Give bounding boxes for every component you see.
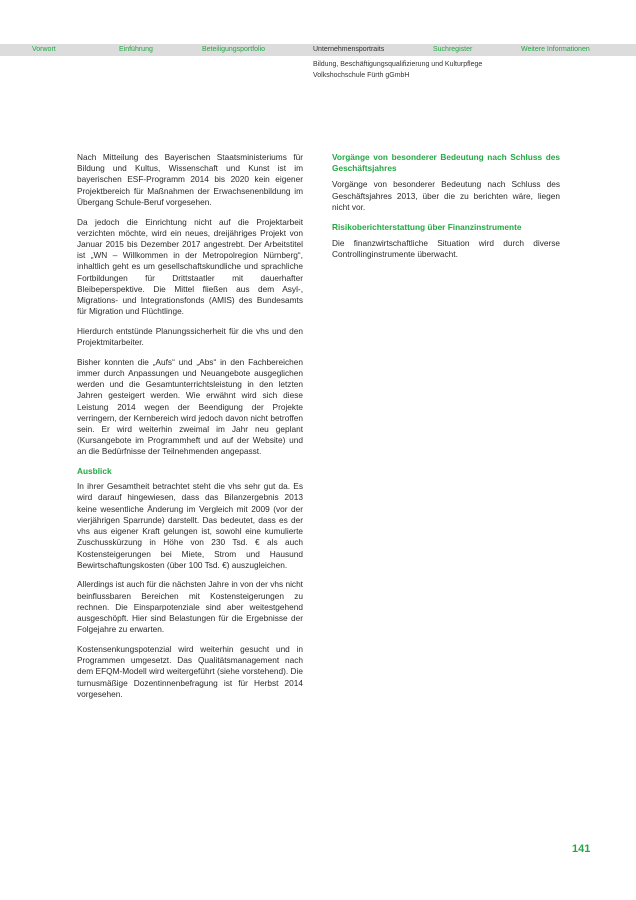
paragraph: Nach Mitteilung des Bayerischen Staatsministeriums für Bildung und Kultus, Wissenschaft und Kunst ist im bayerischen ESF-Programm 2014 bis 2020 kein eigener Projektbereich für Maßnahmen der Erwachsenenbildung im Übergang Schule-Beruf vorgesehen. [77, 152, 303, 207]
nav-item-weitere-informationen[interactable]: Weitere Informationen [521, 46, 590, 53]
paragraph: Die finanzwirtschaftliche Situation wird durch diverse Controllinginstrumente überwacht. [332, 237, 560, 259]
paragraph: Vorgänge von besonderer Bedeutung nach Schluss des Geschäftsjahres 2013, über die zu berichten wäre, liegen nicht vor. [332, 179, 560, 212]
section-subheader [313, 59, 482, 81]
nav-item-unternehmensportraits[interactable]: Unternehmensportraits [313, 46, 385, 53]
heading-ausblick: Ausblick [77, 466, 112, 477]
paragraph: Allerdings ist auch für die nächsten Jahre in von der vhs nicht beinflussbaren Bereichen mit Kostensteigerungen zu rechnen. Die Einsparpotenziale sind aber weitestgehend ausgeschöpft. Hier sind Belastungen für die Ergebnisse der Folgejahre zu erwarten. [77, 579, 303, 635]
left-column [77, 152, 303, 708]
right-column [332, 152, 560, 269]
paragraph: Hierdurch entstünde Planungssicherheit für die vhs und den Projektmitarbeiter. [77, 325, 303, 348]
subheader-company: Volkshochschule Fürth gGmbH [313, 72, 410, 79]
subheader-category: Bildung, Beschäftigungsqualifizierung und Kulturpflege [313, 61, 483, 68]
paragraph: Bisher konnten die „Aufs“ und „Abs“ in den Fachbereichen immer durch Anpassungen und Neuangebote ausgeglichen werden und die Gesamtunterrichtsleistung in den letzten Jahren gesteigert werden. Wie erwähnt wird sich diese Leistung 2014 wegen der Beendigung der Projekte verringern, der Kernbereich wird jedoch davon nicht betroffen sein. Er wird weiterhin zweimal im Jahr neu geplant (Kursangebote im Programmheft und auf der Website) und an die Bedürfnisse der Teilnehmenden angepasst. [77, 356, 303, 457]
page-number: 141 [572, 843, 591, 855]
nav-item-einfuehrung[interactable]: Einführung [119, 46, 153, 53]
paragraph: In ihrer Gesamtheit betrachtet steht die vhs sehr gut da. Es wird darauf hingewiesen, dass das Bilanzergebnis 2013 keine wesentliche Änderung im Vergleich mit 2009 (vor der vierjährigen Sparrunde) darstellt. Das bedeutet, dass es der vhs aus eigener Kraft gelungen ist, sowohl eine kumulierte Zuschusskürzung in Höhe von 230 Tsd. € als auch Kostensteigerungen bei Miete, Strom und Hausund Bewirtschaftungskosten (über 100 Tsd. €) auszugleichen. [77, 481, 303, 570]
nav-item-beteiligungsportfolio[interactable]: Beteiligungsportfolio [202, 46, 266, 53]
top-navigation [0, 44, 636, 56]
nav-item-vorwort[interactable]: Vorwort [32, 46, 56, 53]
heading-vorgaenge: Vorgänge von besonderer Bedeutung nach Schluss des Geschäftsjahres [332, 152, 560, 174]
paragraph: Kostensenkungspotenzial wird weiterhin gesucht und in Programmen umgesetzt. Das Qualitätsmanagement nach dem EFQM-Modell wird weitergeführt (siehe vorstehend). Die turnusmäßige Dozentinnenbefragung ist für Herbst 2014 vorgesehen. [77, 643, 303, 699]
paragraph: Da jedoch die Einrichtung nicht auf die Projektarbeit verzichten möchte, wird ein neues, dreijähriges Projekt von Januar 2015 bis Dezember 2017 angestrebt. Der Arbeitstitel ist „WN – Willkommen in der Metropolregion Nürnberg“, inhaltlich geht es um gesellschaftskundliche und sprachliche Fortbildungen für Drittstaatler mit dauerhafter Bleibeperspektive. Die Mittel fließen aus dem Asyl-, Migrations- und Integrationsfonds (AMIS) des Bundesamts für Migration und Flüchtlinge. [77, 216, 303, 317]
nav-item-suchregister[interactable]: Suchregister [433, 46, 473, 53]
heading-risikoberichterstattung: Risikoberichterstattung über Finanzinstrumente [332, 221, 522, 232]
